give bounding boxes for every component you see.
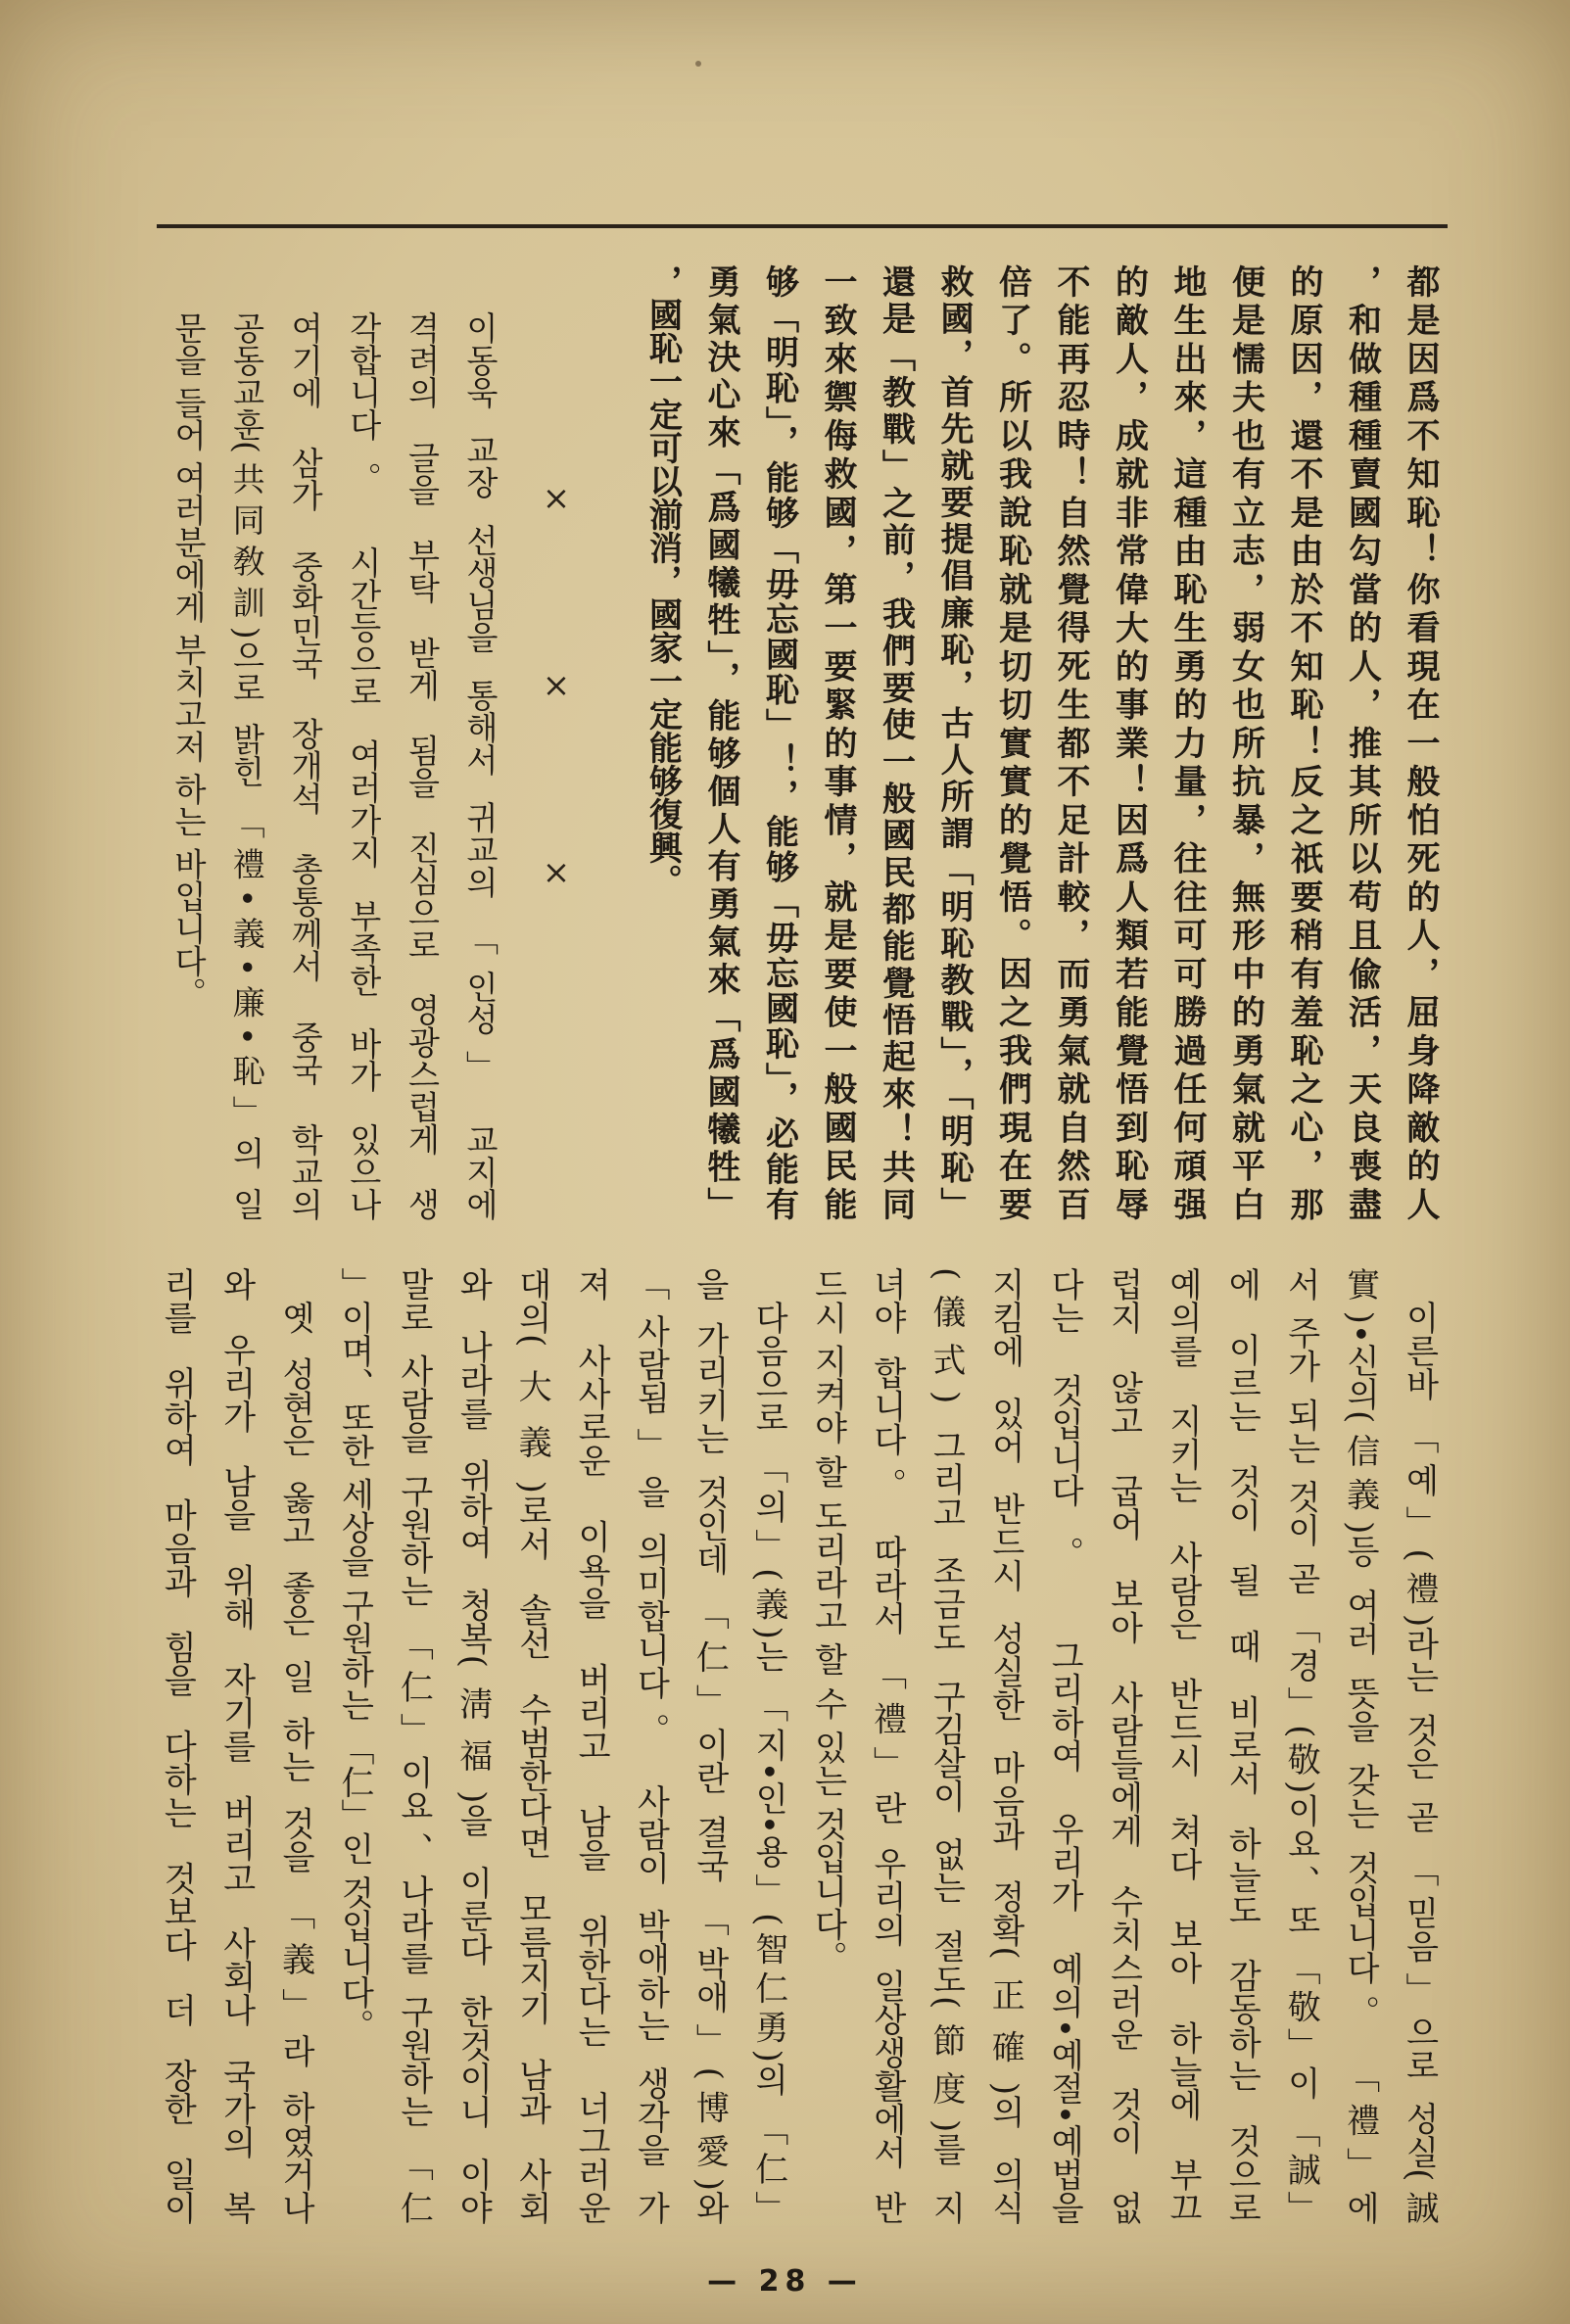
text-column: 문을 들어 여러분에게 부치고저 하는 바입니다。 — [169, 311, 209, 1010]
text-column: 還是「教戰」之前，我們要使一般國民都能覺悟起來！共同 — [876, 264, 916, 1220]
text-column: (儀式) 그리고 조금도 구김살이 없는 절도(節度)를 지 — [926, 1267, 966, 2224]
separator-mark: × — [542, 853, 571, 892]
text-column: 都是因爲不知恥！你看現在一般怕死的人，屈身降敵的人 — [1401, 264, 1440, 1220]
text-column: 각합니다。 시간등으로 여러가지 부족한 바가 있으나 — [344, 311, 383, 1220]
text-column: 옛 성현은 옳고 좋은 일 하는 것을 「義」라 하였거나 — [275, 1301, 315, 2224]
separator-mark: × — [542, 666, 571, 705]
text-column: 」이며、또한 세상을 구원하는 「仁」인 것입니다。 — [334, 1267, 374, 2043]
chinese-text-block — [633, 264, 1449, 1220]
top-rule — [157, 224, 1448, 228]
text-column: 말로 사람을 구원하는 「仁」이요、나라를 구원하는 「仁 — [394, 1267, 434, 2224]
text-column: 에 이르는 것이 될 때 비로서 하늘도 감동하는 것으로 — [1221, 1267, 1261, 2224]
text-column: 的敵人，成就非常偉大的事業！因爲人類若能覺悟到恥辱 — [1109, 264, 1149, 1220]
korean-letter-block — [159, 311, 509, 1220]
text-column: 一致來禦侮救國，第一要緊的事情，就是要使一般國民能 — [818, 264, 857, 1220]
text-column: 럽지 않고 굽어 보아 사람들에게 수치스러운 것이 없 — [1104, 1267, 1144, 2224]
text-column: 勇氣決心來「爲國犧牲」，能够個人有勇氣來「爲國犧牲」 — [701, 264, 740, 1220]
text-column: 「사람됨」을 의미합니다。 사람이 박애하는 생각을 가 — [630, 1267, 670, 2224]
text-column: 이동욱 교장 선생님을 통해서 귀교의 「인성」 교지에 — [461, 311, 500, 1220]
text-column: 을 가리키는 것인데 「仁」이란 결국 「박애」(博愛)와 — [690, 1267, 730, 2224]
text-column: 倍了。所以我說恥就是切切實實的覺悟。因之我們現在要 — [992, 264, 1032, 1220]
text-column: 여기에 삼가 중화민국 장개석 총통께서 중국 학교의 — [286, 311, 325, 1220]
text-column: 예의를 지키는 사람은 반드시 쳐다 보아 하늘에 부끄 — [1163, 1267, 1203, 2224]
text-column: 다음으로 「의」(義)는 「지•인•용」(智仁勇)의 「仁」 — [748, 1301, 788, 2224]
section-separator — [527, 480, 586, 891]
separator-mark: × — [542, 479, 571, 518]
text-column: 便是懦夫也有立志，弱女也所抗暴，無形中的勇氣就平白 — [1225, 264, 1265, 1220]
text-column: 리를 위하여 마음과 힘을 다하는 것보다 더 장한 일이 — [157, 1267, 197, 2224]
page-number: — 28 — — [707, 2264, 863, 2299]
text-column: 져 사사로운 이욕을 버리고 남을 위한다는 너그러운 — [571, 1267, 611, 2224]
text-column: 서 주가 되는 것이 곧 「경」(敬)이요、또 「敬」이 「誠」 — [1281, 1267, 1321, 2224]
text-column: ，和做種種賣國勾當的人，推其所以苟且偸活，天良喪盡 — [1342, 264, 1382, 1220]
text-column: 지킴에 있어 반드시 성실한 마음과 정확(正確)의 의식 — [985, 1267, 1025, 2224]
text-column: 實)•신의(信義)등 여러 뜻을 갖는 것입니다。 「禮」에 — [1340, 1267, 1380, 2224]
paper-speck — [695, 61, 701, 67]
text-column: 드시 지켜야 할 도리라고 할 수 있는 것입니다。 — [808, 1267, 848, 1974]
text-column: 격려의 글을 부탁 받게 됨을 진심으로 영광스럽게 생 — [403, 311, 442, 1220]
text-column: ，國恥一定可以湔消，國家一定能够復興。 — [642, 264, 683, 897]
text-column: 이른바 「예」(禮)라는 것은 곧 「믿음」으로 성실(誠 — [1400, 1301, 1439, 2224]
text-column: 的原因，還不是由於不知恥！反之祇要稍有羞恥之心，那 — [1284, 264, 1323, 1220]
text-column: 不能再忍時！自然覺得死生都不足計較，而勇氣就自然百 — [1051, 264, 1090, 1220]
text-column: 地生出來，這種由恥生勇的力量，往往可可勝過任何頑强 — [1167, 264, 1207, 1220]
text-column: 와 나라를 위하여 청복(淸福)을 이룬다 한것이니 이야 — [452, 1267, 493, 2224]
text-column: 공동교훈(共同敎訓)으로 밝힌 「禮•義•廉•恥」의 일 — [227, 311, 266, 1220]
text-column: 다는 것입니다。 그리하여 우리가 예의•예절•예법을 — [1044, 1267, 1084, 2224]
text-column: 녀야 합니다。 따라서 「禮」란 우리의 일상생활에서 반 — [867, 1267, 907, 2224]
text-column: 와 우리가 남을 위해 자기를 버리고 사회나 국가의 복 — [216, 1267, 257, 2224]
text-column: 대의(大義)로서 솔선 수범한다면 모름지기 남과 사회 — [512, 1267, 552, 2224]
text-column: 够「明恥」，能够「毋忘國恥」！，能够「毋忘國恥」，必能有 — [759, 264, 799, 1220]
korean-text-block — [147, 1267, 1449, 2224]
text-column: 救國，首先就要提倡廉恥，古人所謂「明恥教戰」，「明恥」 — [934, 264, 974, 1220]
